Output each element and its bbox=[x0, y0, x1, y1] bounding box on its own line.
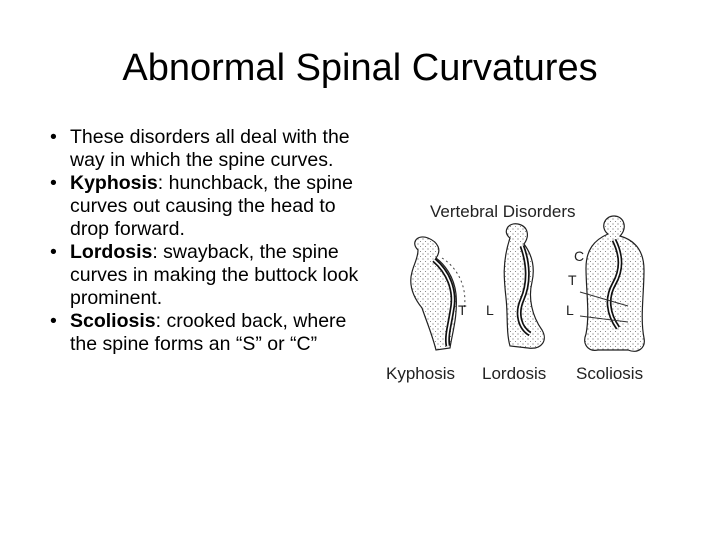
kyphosis-label: Kyphosis bbox=[386, 364, 455, 383]
bullet-item bbox=[50, 126, 360, 172]
bullet-term: Scoliosis bbox=[70, 310, 156, 332]
bullet-text: : crooked back, where the spine forms an “S” or “C” bbox=[70, 310, 347, 355]
bullet-item bbox=[50, 172, 360, 241]
region-letter: T bbox=[458, 302, 467, 318]
bullet-text: : hunchback, the spine curves out causing the head to drop forward. bbox=[70, 172, 353, 240]
bullet-list bbox=[50, 126, 360, 356]
bullet-item bbox=[50, 241, 360, 310]
region-letter: C bbox=[574, 248, 585, 264]
figure-heading: Vertebral Disorders bbox=[430, 202, 576, 221]
bullet-text: : swayback, the spine curves in making the buttock look prominent. bbox=[70, 241, 359, 309]
region-letter: L bbox=[486, 302, 494, 318]
vertebral-disorders-figure bbox=[382, 198, 672, 394]
bullet-term: Kyphosis bbox=[70, 172, 158, 194]
region-letter: L bbox=[566, 302, 574, 318]
slide-title: Abnormal Spinal Curvatures bbox=[122, 47, 598, 89]
scoliosis-label: Scoliosis bbox=[576, 364, 644, 383]
bullet-item bbox=[50, 310, 360, 356]
region-letter: T bbox=[568, 272, 577, 288]
bullet-text: These disorders all deal with the way in which the spine curves. bbox=[70, 126, 350, 171]
bullet-term: Lordosis bbox=[70, 241, 153, 263]
lordosis-label: Lordosis bbox=[482, 364, 547, 383]
